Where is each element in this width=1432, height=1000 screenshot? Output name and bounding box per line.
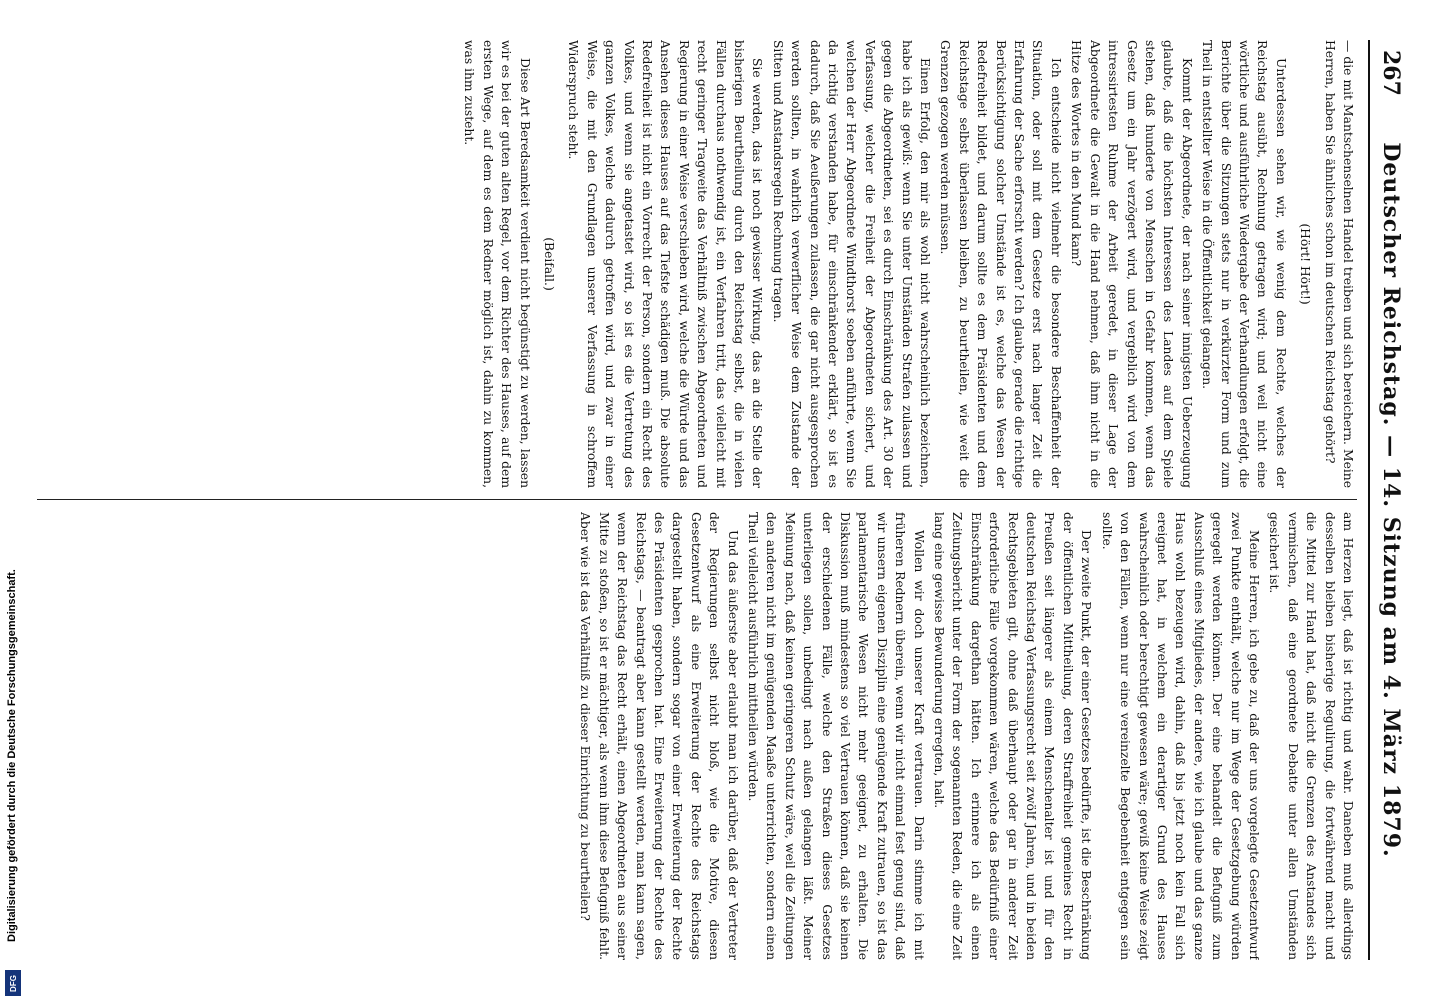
paragraph: Meine Herren, ich gebe zu, daß der uns vorgelegte Gesetzentwurf zwei Punkte enthält, welche nur im Wege der Gesetzgebung würden geregelt werden können. Der eine behandelt die Befugniß zum Ausschluß eines Mitgliedes, der andere, wie ich glaube und das ganze Haus wohl bezeugen wird, dahin, daß bis jetzt noch kein Fall sich ereignet hat, in welchem ein derartiger Grund des Hauses wahrscheinlich oder berechtigt gewesen wäre; gewiß keine Weise zeigt von den Fällen, wenn nur eine vereinzelte Begebenheit entgegen sein sollte. bbox=[1099, 512, 1261, 960]
interjection: (Beifall.) bbox=[541, 237, 556, 291]
paragraph: Diese Art Beredsamkeit verdient nicht begünstigt zu werden, lassen wir es bei der guten alten Regel, vor dem Richter des Hauses, auf dem ersten Wege, auf dem es dem Redner möglich ist, dahin zu kommen, was ihm zusteht. bbox=[462, 40, 532, 488]
dfg-logo-text: DFG bbox=[8, 974, 18, 992]
digitization-note: Digitalisierung gefördert durch die Deutsche Forschungsgemeinschaft. bbox=[6, 569, 18, 942]
interjection: (Hört! Hört!) bbox=[1298, 223, 1313, 305]
page-header bbox=[1368, 40, 1410, 960]
paragraph: Wollen wir doch unserer Kraft vertrauen. Darin stimme ich mit früheren Rednern überein, wenn wir nicht einmal fest genug sind, daß wir unsern eigenen Disziplin eine genügende Kraft zutrauen, so ist das parlamentarische Wesen nicht mehr geeignet, zu erhalten. Die Diskussion muß mindestens so viel Vertrauen können, daß sie keinen der erschiedenen Fälle, welche den Straßen dieses Gesetzes unterliegen sollen, unbedingt nach außen gelangen läßt. Meiner Meinung nach, daß keinen geringeren Schutz wäre, weil die Zeitungen den anderen nicht im genügenden Maaße unterrichten, sondern einen Theil vielleicht ausführlich mittheilen würden. bbox=[746, 512, 926, 960]
running-title: Deutscher Reichstag. — 14. Sitzung am 4. März 1879. bbox=[1378, 142, 1404, 858]
digitization-strip bbox=[0, 0, 26, 1000]
paragraph: Kommt der Abgeordnete, der nach seiner innigsten Ueberzeugung glaubte, daß die höchsten Interessen des Landes auf dem Spiele stehen, daß hunderte von Menschen in Gefahr kommen, wenn das Gesetz um ein Jahr verzögert wird, und vergeblich wird von dem intressirtesten Ruhme der Arbeit geredet, in dieser Lage der Abgeordnete die Gewalt in die Hand nehmen, daß ihm nicht in die Hitze des Wortes in den Mund kam? bbox=[1069, 40, 1194, 488]
paragraph: am Herzen liegt, daß ist richtig und wahr. Daneben muß allerdings desselben bleiben bisherige Regulirung, die fortwährend macht und die Mittel zur Hand hat, daß nicht die Grenzen des Anstandes sich vermischen, daß eine geordnete Debatte unter allen Umständen gesichert ist. bbox=[1267, 512, 1355, 960]
paragraph: Und das äußerste aber erlaubt man ich darüber, daß der Vertreter der Regierungen selbst nicht bloß, wie die Motive, diesen Gesetzentwurf als eine Erweiterung der Rechte des Reichstags dargestellt haben, sondern sogar von einer Erweiterung der Rechte des Präsidenten gesprochen hat. Eine Erweiterung der Rechte des Reichstags, — beantragt aber kann gestellt werden, man kann sagen, wenn der Reichstag das Recht erhält, einen Abgeordneten aus seiner Mitte zu stoßen, so ist er mächtiger, als wenn ihm diese Befugniß fehlt. Aber wie ist das Verhältniß zu dieser Einrichtung zu beurtheilen? bbox=[578, 512, 740, 960]
paragraph: Sie werden, das ist noch gewisser Wirkung, das an die Stelle der bisherigen Beurtheilung durch den Reichstag selbst, die in vielen Fällen durchaus nothwendig ist, ein Verfahren tritt, das vielleicht mit recht geringer Tragweite das Verhältniß zwischen Abgeordneten und Regierung in einer Weise verschieben wird, welche die Würde und das Ansehen dieses Hauses auf das Tiefste schädigen muß. Die absolute Redefreiheit ist nicht ein Vorrecht der Person, sondern ein Recht des Volkes, und wenn sie angetastet wird, so ist es die Vertretung des ganzen Volkes, welche dadurch getroffen wird, und zwar in einer Weise, die mit den Grundlagen unserer Verfassung in schroffem Widerspruch steht. bbox=[566, 40, 765, 488]
paragraph: Einen Erfolg, den mir als wohl nicht wahrscheinlich bezeichnen, habe ich als gewiß: wenn Sie unter Umständen Strafen zulassen und gegen die Abgeordneten, sei es durch Einschränkung des Art. 30 der Verfassung, welcher die Freiheit der Abgeordneten sichert, und welchen der Herr Abgeordnete Windthorst soeben anführte, wenn Sie da richtig verstanden habe, für einschränkender erklärt, so ist es dadurch, daß Sie Aeußerungen zulassen, die gar nicht ausgesprochen werden sollten, in wahrlich verwerflicher Weise dem Zustande der Sitten und Anstandsregeln Rechnung tragen. bbox=[770, 40, 933, 488]
paragraph: Unterdessen sehen wir, wie wenig dem Rechte, welches der Reichstag ausübt, Rechnung getragen wird; und weil nicht eine wörtliche und ausführliche Wiedergabe der Verhandlungen erfolgt, die Berichte über die Sitzungen stets nur in verkürzter Form und zum Theil in entstellter Weise in die Öffentlichkeit gelangen. bbox=[1200, 40, 1288, 488]
dfg-logo bbox=[5, 970, 21, 996]
right-text-column bbox=[37, 512, 1357, 960]
left-text-column bbox=[37, 40, 1357, 488]
paragraph: Ich entscheide nicht vielmehr die besondere Beschaffenheit der Situation, oder soll mit dem Gesetze erst nach langer Zeit die Erfahrung der Sache erforscht werden? Ich glaube, gerade die richtige Berücksichtigung solcher Umstände ist es, welche das Wesen der Redefreiheit bildet, und darum sollte es dem Präsidenten und dem Reichstage selbst überlassen bleiben, zu beurtheilen, wie weit die Grenzen gezogen werden müssen. bbox=[938, 40, 1063, 488]
page-number: 267 bbox=[1378, 50, 1404, 96]
column-divider bbox=[37, 499, 1357, 500]
paragraph: — die mit Mantschenselnen Handel treiben und sich bereichern. Meine Herren, haben Sie ähnliches schon im deutschen Reichstag gehört? bbox=[1322, 40, 1355, 488]
paragraph: Der zweite Punkt, der einer Gesetzes bedürfte, ist die Beschränkung der öffentlichen Mittheilung, deren Straffreiheit gemeines Recht in Preußen seit längerer als einem Menschenalter ist und für den deutschen Reichstag Verfassungsrecht seit zwölf Jahren, und in beiden Rechtsgebieten gilt, ohne daß überhaupt oder gar in anderer Zeit erforderliche Fälle vorgekommen wären, welche das Bedürfniß einer Einschränkung dargethan hätten. Ich erinnere ich als einen Zeitungsbericht unter der Form der sogenannten Reden, die eine Zeit lang eine gewisse Bewunderung erregten, halt. bbox=[932, 512, 1094, 960]
